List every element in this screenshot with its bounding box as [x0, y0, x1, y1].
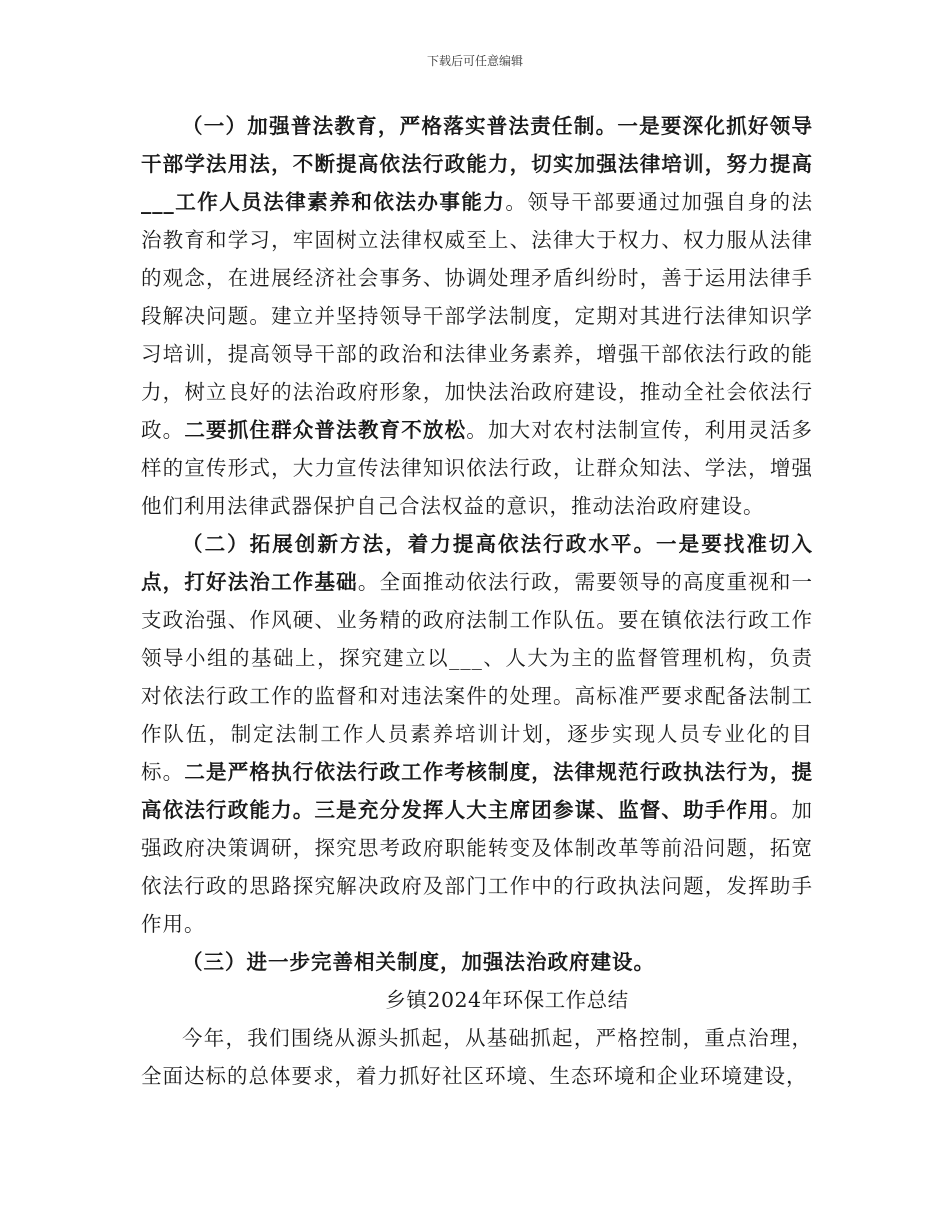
bold-heading-4: 二是严格执行依法行政工作考核制度，法律规范行政执法行为，提高依法行政能力。三是充分发挥人大主席团参谋、监督、助手作用	[141, 760, 814, 822]
bold-heading-5: （三）进一步完善相关制度，加强法治政府建设。	[182, 950, 655, 974]
bold-heading-1: （一）加强普法教育，严格落实普法责任制。一是要深化抓好领导干部学法用法，不断提高依法行政能力，切实加强法律培训，努力提高___工作人员法律素养和依法办事能力	[141, 114, 813, 214]
body-text: 。加强政府决策调研，探究思考政府职能转变及体制改革等前沿问题，拓宽依法行政的思路探究解决政府及部门工作中的行政执法问题，发挥助手作用。	[141, 798, 814, 936]
bold-heading-2: 二要抓住群众普法教育不放松	[184, 418, 467, 442]
document-body	[141, 107, 813, 1095]
paragraph-2	[141, 525, 813, 943]
paragraph-3	[141, 943, 813, 981]
page-header: 下载后可任意编辑	[426, 54, 523, 68]
body-text: 。领导干部要通过加强自身的法治教育和学习，牢固树立法律权威至上、法律大于权力、权力服从法律的观念，在进展经济社会事务、协调处理矛盾纠纷时，善于运用法律手段解决问题。建立并坚持领导干部学法制度，定期对其进行法律知识学习培训，提高领导干部的政治和法律业务素养，增强干部依法行政的能力，树立良好的法治政府形象，加快法治政府建设，推动全社会依法行政。	[141, 190, 814, 442]
body-text: 。全面推动依法行政，需要领导的高度重视和一支政治强、作风硬、业务精的政府法制工作队伍。要在镇依法行政工作领导小组的基础上，探究建立以___、人大为主的监督管理机构，负责对依法行政工作的监督和对违法案件的处理。高标准严要求配备法制工作队伍，制定法制工作人员素养培训计划，逐步实现人员专业化的目标。	[141, 570, 814, 784]
section-title: 乡镇2024年环保工作总结	[385, 988, 629, 1012]
body-text: 今年，我们围绕从源头抓起，从基础抓起，严格控制，重点治理，全面达标的总体要求，着力抓好社区环境、生态环境和企业环境建设，	[141, 1026, 813, 1088]
paragraph-4	[141, 1019, 813, 1095]
body-text: 。加大对农村法制宣传，利用灵活多样的宣传形式，大力宣传法律知识依法行政，让群众知法、学法，增强他们利用法律武器保护自己合法权益的意识，推动法治政府建设。	[141, 418, 814, 518]
paragraph-1	[141, 107, 813, 525]
bold-heading-3: （二）拓展创新方法，着力提高依法行政水平。一是要找准切入点，打好法治工作基础	[141, 532, 813, 594]
